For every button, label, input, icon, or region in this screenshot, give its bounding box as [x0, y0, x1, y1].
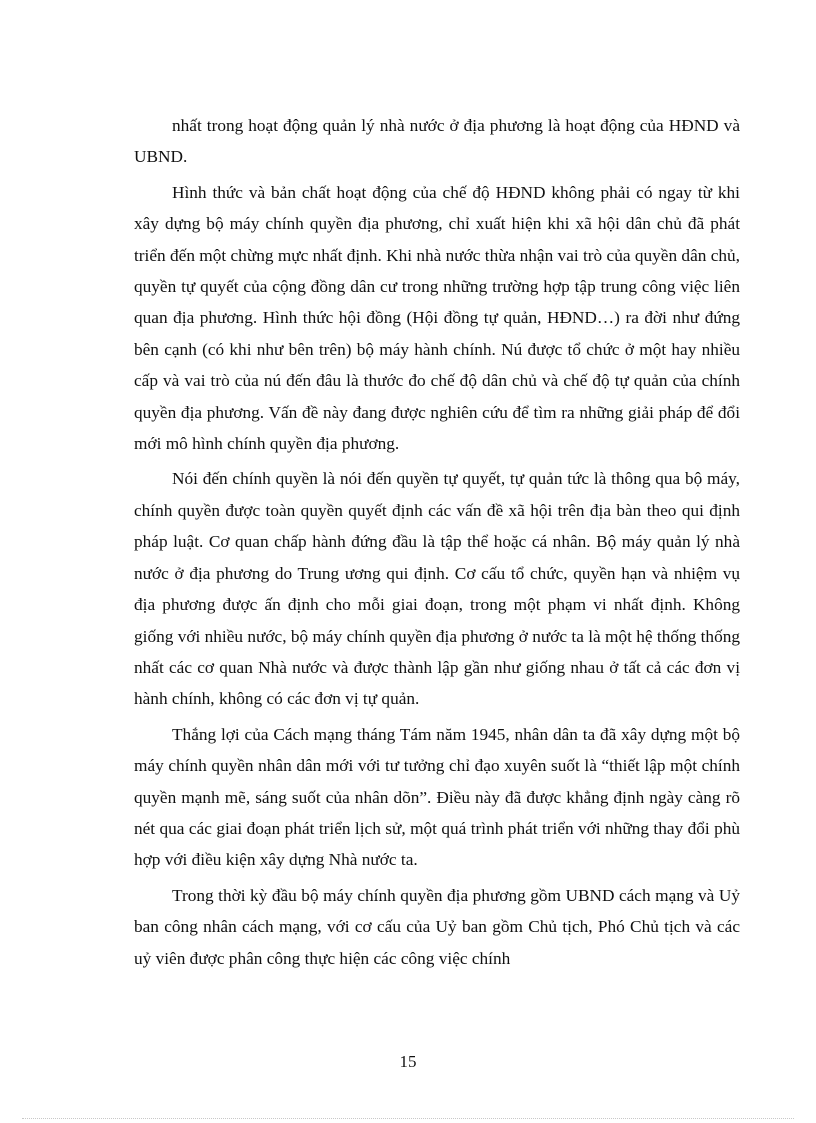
paragraph-1: nhất trong hoạt động quản lý nhà nước ở địa phương là hoạt động của HĐND và UBND.	[134, 116, 740, 167]
page-bottom-rule	[22, 1118, 794, 1119]
paragraph-5: Trong thời kỳ đầu bộ máy chính quyền địa phương gồm UBND cách mạng và Uỷ ban công nhân cách mạng, với cơ cấu của Uỷ ban gồm Chủ tịch, Phó Chủ tịch và các uỷ viên được phân công thực hiện các công việc chính	[134, 885, 740, 968]
paragraph-4: Thắng lợi của Cách mạng tháng Tám năm 1945, nhân dân ta đã xây dựng một bộ máy chính quyền nhân dân mới với tư tưởng chỉ đạo xuyên suốt là “thiết lập một chính quyền mạnh mẽ, sáng suốt của nhân dõn”. Điều này đã được khẳng định ngày càng rõ nét qua các giai đoạn phát triển lịch sử, một quá trình phát triển với những thay đổi phù hợp với điều kiện xây dựng Nhà nước ta.	[134, 724, 740, 870]
body-text	[134, 110, 740, 974]
paragraph-2: Hình thức và bản chất hoạt động của chế độ HĐND không phải có ngay từ khi xây dựng bộ máy chính quyền địa phương, chỉ xuất hiện khi xã hội dân chủ đã phát triển đến một chừng mực nhất định. Khi nhà nước thừa nhận vai trò của quyền dân chủ, quyền tự quyết của cộng đồng dân cư trong những trường hợp tập trung công việc liên quan địa phương. Hình thức hội đồng (Hội đồng tự quản, HĐND…) ra đời như đứng bên cạnh (có khi như bên trên) bộ máy hành chính. Nú được tổ chức ở một hay nhiều cấp và vai trò của nú đến đâu là thước đo chế độ dân chủ và chế độ tự quản của chính quyền địa phương. Vấn đề này đang được nghiên cứu để tìm ra những giải pháp để đổi mới mô hình chính quyền địa phương.	[134, 182, 740, 454]
page-number: 15	[399, 1052, 417, 1071]
paragraph-3: Nói đến chính quyền là nói đến quyền tự quyết, tự quản tức là thông qua bộ máy, chính quyền được toàn quyền quyết định các vấn đề xã hội trên địa bàn theo qui định pháp luật. Cơ quan chấp hành đứng đầu là tập thể hoặc cá nhân. Bộ máy quản lý nhà nước ở địa phương do Trung ương qui định. Cơ cấu tổ chức, quyền hạn và nhiệm vụ địa phương được ấn định cho mỗi giai đoạn, trong một phạm vi nhất định. Không giống với nhiều nước, bộ máy chính quyền địa phương ở nước ta là một hệ thống thống nhất các cơ quan Nhà nước và được thành lập gần như giống nhau ở tất cả các đơn vị hành chính, không có các đơn vị tự quản.	[134, 469, 740, 709]
